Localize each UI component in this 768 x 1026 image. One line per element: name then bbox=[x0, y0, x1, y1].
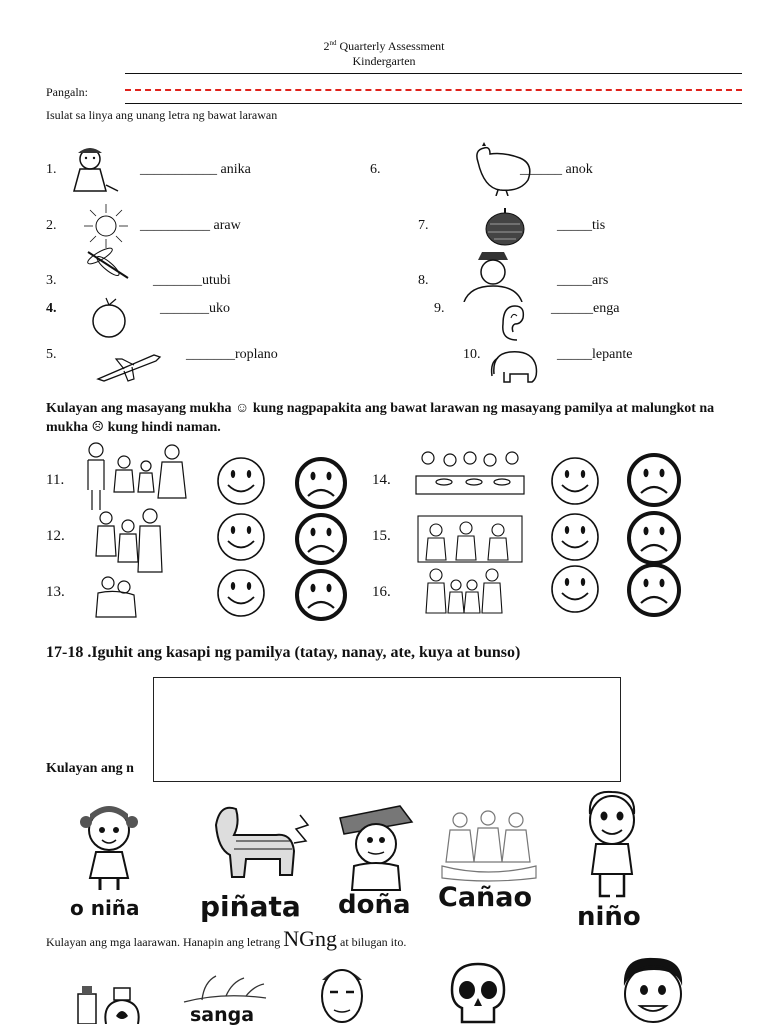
item-6: 6. bbox=[370, 162, 381, 177]
item-4-answer[interactable]: _______uko bbox=[160, 301, 230, 316]
item-4: 4. bbox=[46, 301, 57, 316]
item-16: 16. bbox=[372, 584, 391, 600]
custard-apple-icon bbox=[482, 206, 528, 248]
skull-picture bbox=[446, 960, 510, 1024]
happy-face-11[interactable] bbox=[216, 456, 266, 506]
item-12: 12. bbox=[46, 528, 65, 544]
happy-face-14[interactable] bbox=[550, 456, 600, 506]
sun-icon bbox=[80, 203, 132, 249]
girl-doll-icon bbox=[62, 145, 122, 195]
name-bottom-rule bbox=[125, 103, 742, 104]
item-3-answer[interactable]: _______utubi bbox=[153, 273, 231, 288]
item-8: 8. bbox=[418, 273, 429, 288]
item-2: 2. bbox=[46, 218, 57, 233]
orange-fruit-icon bbox=[88, 294, 130, 340]
name-label: Pangaln: bbox=[46, 85, 88, 99]
ng-letters: NGng bbox=[283, 926, 338, 951]
family-picture-16 bbox=[424, 565, 504, 617]
happy-face-12[interactable] bbox=[216, 512, 266, 562]
instruction-ng: Kulayan ang mga laarawan. Hanapin ang letrang NGng at bilugan ito. bbox=[46, 926, 407, 951]
item-10: 10. bbox=[463, 347, 481, 362]
elephant-icon bbox=[488, 344, 542, 386]
assessment-title: 2nd Quarterly Assessment bbox=[323, 39, 445, 53]
item-7: 7. bbox=[418, 218, 429, 233]
word-canao: Cañao bbox=[438, 882, 533, 913]
sad-face-11[interactable] bbox=[294, 456, 348, 510]
drawing-box[interactable] bbox=[153, 677, 621, 782]
word-sanga: sanga bbox=[190, 1004, 255, 1026]
item-10-answer[interactable]: _____lepante bbox=[557, 347, 633, 362]
family-picture-11 bbox=[80, 440, 195, 512]
sad-face-14[interactable] bbox=[626, 452, 682, 508]
family-picture-15 bbox=[416, 514, 524, 564]
word-pinata: piñata bbox=[200, 890, 301, 923]
family-picture-13 bbox=[92, 573, 142, 623]
family-picture-14 bbox=[414, 448, 526, 500]
perfume-bottles-picture bbox=[76, 976, 146, 1024]
item-15: 15. bbox=[372, 528, 391, 544]
section-draw-family: 17-18 .Iguhit ang kasapi ng pamilya (tatay, nanay, ate, kuya at bunso) bbox=[46, 644, 521, 661]
sad-face-13[interactable] bbox=[294, 568, 348, 622]
family-picture-12 bbox=[92, 506, 172, 578]
item-14: 14. bbox=[372, 472, 391, 488]
grade-label: Kindergarten bbox=[352, 54, 416, 68]
item-5: 5. bbox=[46, 347, 57, 362]
nurse-icon bbox=[460, 250, 526, 302]
item-11: 11. bbox=[46, 472, 65, 488]
hen-icon bbox=[470, 140, 536, 196]
sad-face-12[interactable] bbox=[294, 512, 348, 566]
word-nina: o niña bbox=[70, 896, 140, 920]
item-1-answer[interactable]: ___________ anika bbox=[140, 162, 251, 177]
instruction-faces: Kulayan ang masayang mukha ☺ kung nagpapakita ang bawat larawan ng masayang pamilya at malungkot na mukha ☹ kung hindi naman. bbox=[46, 401, 715, 435]
item-1: 1. bbox=[46, 162, 57, 177]
happy-face-16[interactable] bbox=[550, 564, 600, 614]
airplane-icon bbox=[94, 347, 162, 385]
item-6-answer[interactable]: ______ anok bbox=[520, 162, 593, 177]
happy-face-15[interactable] bbox=[550, 512, 600, 562]
happy-face-13[interactable] bbox=[216, 568, 266, 618]
item-3: 3. bbox=[46, 273, 57, 288]
canao-picture bbox=[440, 806, 538, 882]
instruction-color-n: Kulayan ang n bbox=[46, 761, 134, 776]
item-9-answer[interactable]: ______enga bbox=[551, 301, 620, 316]
item-5-answer[interactable]: _______roplano bbox=[186, 347, 278, 362]
sad-face-15[interactable] bbox=[626, 510, 682, 566]
instruction-first-letter: Isulat sa linya ang unang letra ng bawat larawan bbox=[46, 108, 278, 122]
word-dona: doña bbox=[338, 890, 411, 920]
item-7-answer[interactable]: _____tis bbox=[557, 218, 606, 233]
dragonfly-icon bbox=[78, 246, 140, 282]
boy-nino-picture bbox=[578, 786, 644, 906]
sad-face-16[interactable] bbox=[626, 562, 682, 618]
boy-face-picture bbox=[618, 956, 688, 1024]
item-9: 9. bbox=[434, 301, 445, 316]
item-13: 13. bbox=[46, 584, 65, 600]
name-dashed-rule bbox=[125, 89, 742, 91]
word-nino: niño bbox=[577, 902, 641, 932]
dona-picture bbox=[330, 800, 420, 892]
ear-icon bbox=[493, 300, 529, 344]
pinata-picture bbox=[196, 795, 318, 893]
item-8-answer[interactable]: _____ars bbox=[557, 273, 609, 288]
girl-nina-picture bbox=[80, 800, 138, 894]
item-2-answer[interactable]: __________ araw bbox=[140, 218, 241, 233]
name-top-rule bbox=[125, 73, 742, 74]
man-face-picture bbox=[312, 962, 372, 1024]
